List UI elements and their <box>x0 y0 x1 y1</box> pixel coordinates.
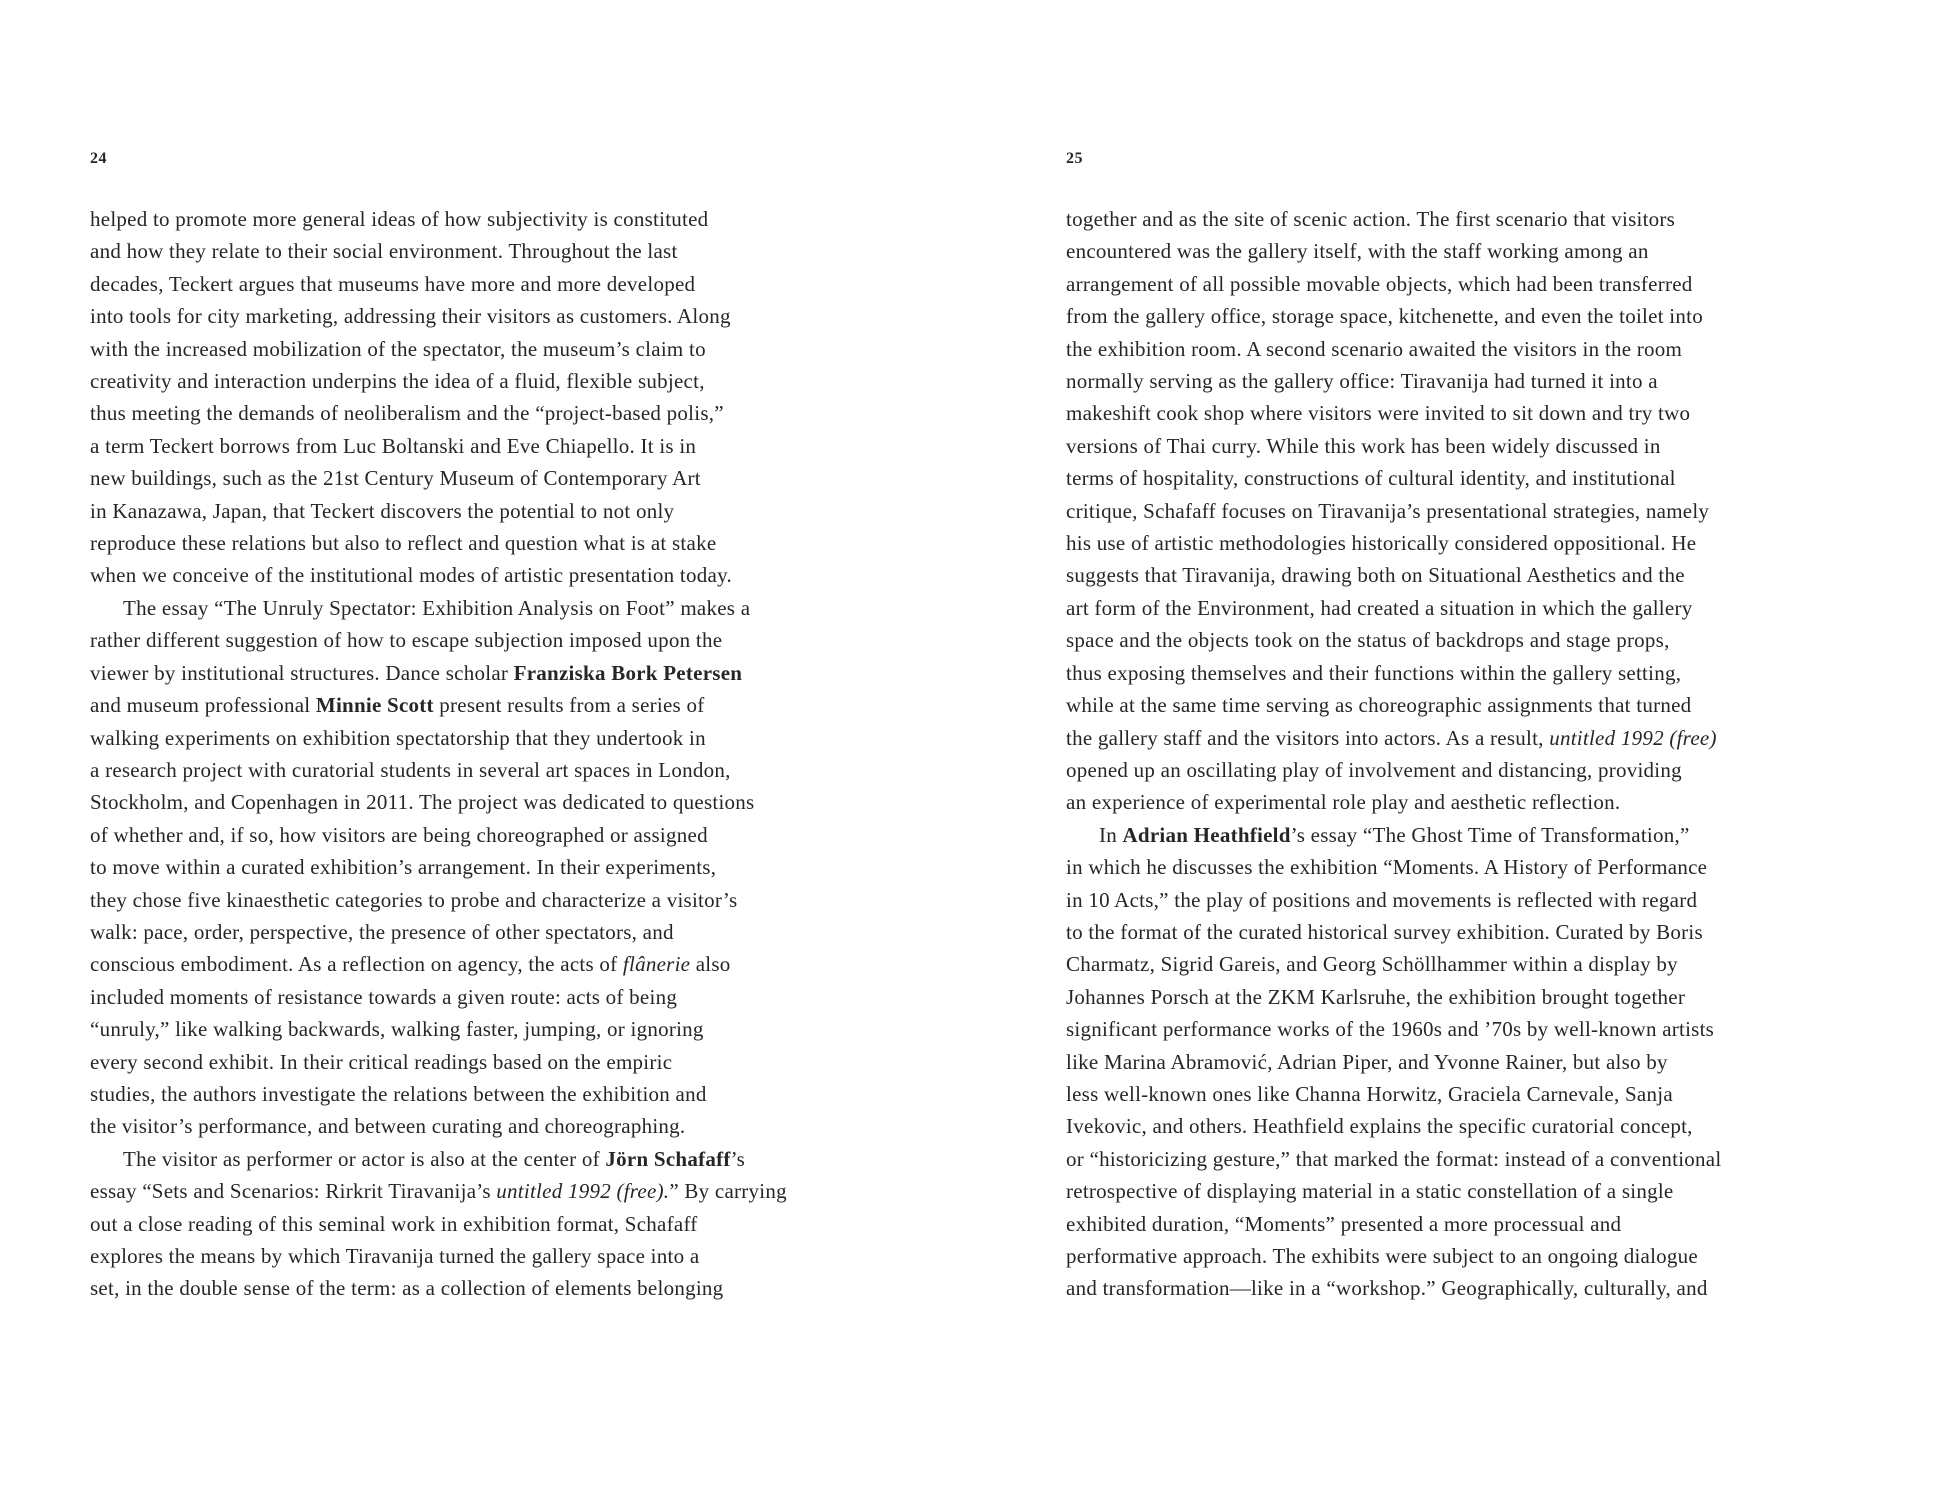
text-line <box>90 592 787 624</box>
body-text: encountered was the gallery itself, with the staff working among an <box>1066 239 1649 264</box>
text-line <box>1066 1013 1721 1045</box>
text-line <box>1066 851 1721 883</box>
text-line <box>1066 430 1721 462</box>
text-line <box>90 527 787 559</box>
body-text: exhibited duration, “Moments” presented a more processual and <box>1066 1211 1622 1236</box>
text-line <box>90 235 787 267</box>
body-text: decades, Teckert argues that museums have more and more developed <box>90 271 696 296</box>
text-line <box>1066 916 1721 948</box>
text-line <box>90 722 787 754</box>
text-line <box>1066 1046 1721 1078</box>
text-line <box>90 333 787 365</box>
body-text: normally serving as the gallery office: Tiravanija had turned it into a <box>1066 369 1658 394</box>
text-line <box>90 430 787 462</box>
body-text: viewer by institutional structures. Dance scholar <box>90 660 514 685</box>
text-line <box>90 786 787 818</box>
body-text: thus exposing themselves and their functions within the gallery setting, <box>1066 660 1682 685</box>
text-line <box>90 689 787 721</box>
text-line <box>1066 722 1721 754</box>
text-line <box>90 300 787 332</box>
body-text: Ivekovic, and others. Heathfield explains the specific curatorial concept, <box>1066 1114 1693 1139</box>
body-text: performative approach. The exhibits were subject to an ongoing dialogue <box>1066 1244 1698 1268</box>
body-text: included moments of resistance towards a given route: acts of being <box>90 984 678 1009</box>
text-line <box>90 1175 787 1207</box>
text-line <box>90 203 787 235</box>
body-text: reproduce these relations but also to reflect and question what is at stake <box>90 531 717 556</box>
text-line <box>1066 819 1721 851</box>
text-line <box>1066 948 1721 980</box>
text-line <box>90 819 787 851</box>
body-text: “unruly,” like walking backwards, walking faster, jumping, or ignoring <box>90 1017 704 1042</box>
body-text: ’s <box>730 1146 746 1171</box>
text-line <box>90 559 787 591</box>
body-text: like Marina Abramović, Adrian Piper, and Yvonne Rainer, but also by <box>1066 1049 1668 1074</box>
body-text: Johannes Porsch at the ZKM Karlsruhe, the exhibition brought together <box>1066 984 1686 1009</box>
text-line <box>1066 1240 1721 1272</box>
text-line <box>90 754 787 786</box>
text-line <box>90 1240 787 1272</box>
text-line <box>1066 689 1721 721</box>
body-text: the exhibition room. A second scenario awaited the visitors in the room <box>1066 336 1683 361</box>
text-line <box>90 1013 787 1045</box>
body-text: essay “Sets and Scenarios: Rirkrit Tiravanija’s <box>90 1179 497 1204</box>
body-text: helped to promote more general ideas of how subjectivity is constituted <box>90 207 709 231</box>
bold-text: Jörn Schafaff <box>605 1146 731 1171</box>
text-line <box>1066 754 1721 786</box>
page-number-right: 25 <box>1066 150 1083 167</box>
body-text: with the increased mobilization of the spectator, the museum’s claim to <box>90 336 706 361</box>
text-line <box>90 916 787 948</box>
text-line <box>1066 397 1721 429</box>
body-text: significant performance works of the 1960s and ’70s by well-known artists <box>1066 1017 1715 1042</box>
body-text: they chose five kinaesthetic categories to probe and characterize a visitor’s <box>90 887 738 912</box>
text-line <box>1066 235 1721 267</box>
text-line <box>90 981 787 1013</box>
text-line <box>1066 365 1721 397</box>
text-line <box>1066 657 1721 689</box>
text-column-right <box>1066 203 1721 1305</box>
text-line <box>90 1272 787 1304</box>
body-text: makeshift cook shop where visitors were invited to sit down and try two <box>1066 401 1691 426</box>
text-line <box>1066 592 1721 624</box>
text-line <box>1066 981 1721 1013</box>
body-text: together and as the site of scenic action. The first scenario that visitors <box>1066 207 1676 231</box>
text-line <box>1066 300 1721 332</box>
page-number-left: 24 <box>90 150 107 167</box>
body-text: art form of the Environment, had created a situation in which the gallery <box>1066 595 1693 620</box>
text-line <box>90 624 787 656</box>
body-text: arrangement of all possible movable objects, which had been transferred <box>1066 271 1693 296</box>
text-line <box>90 1143 787 1175</box>
body-text: to move within a curated exhibition’s arrangement. In their experiments, <box>90 855 717 880</box>
body-text: creativity and interaction underpins the idea of a fluid, flexible subject, <box>90 369 705 394</box>
bold-text: Minnie Scott <box>315 693 434 718</box>
body-text: walk: pace, order, perspective, the presence of other spectators, and <box>90 919 674 944</box>
body-text: of whether and, if so, how visitors are being choreographed or assigned <box>90 822 708 847</box>
body-text: and how they relate to their social environment. Throughout the last <box>90 239 678 264</box>
text-column-left <box>90 203 787 1305</box>
body-text: when we conceive of the institutional modes of artistic presentation today. <box>90 563 732 588</box>
text-line <box>1066 624 1721 656</box>
body-text: opened up an oscillating play of involvement and distancing, providing <box>1066 757 1682 782</box>
body-text: conscious embodiment. As a reflection on agency, the acts of <box>90 952 623 977</box>
body-text: explores the means by which Tiravanija turned the gallery space into a <box>90 1244 700 1268</box>
body-text: a research project with curatorial students in several art spaces in London, <box>90 757 731 782</box>
body-text: ” By carrying <box>669 1179 787 1204</box>
body-text: retrospective of displaying material in a static constellation of a single <box>1066 1179 1674 1204</box>
text-line <box>90 884 787 916</box>
body-text: present results from a series of <box>433 693 705 718</box>
body-text: thus meeting the demands of neoliberalism and the “project-based polis,” <box>90 401 724 426</box>
body-text: The visitor as performer or actor is also at the center of <box>123 1146 606 1171</box>
text-line <box>1066 1208 1721 1240</box>
text-line <box>90 462 787 494</box>
text-line <box>1066 333 1721 365</box>
page-right <box>1066 0 1866 1500</box>
text-line <box>1066 1143 1721 1175</box>
body-text: while at the same time serving as choreographic assignments that turned <box>1066 693 1692 718</box>
body-text: Charmatz, Sigrid Gareis, and Georg Schöllhammer within a display by <box>1066 952 1678 977</box>
italic-text: untitled 1992 (free) <box>1549 725 1717 750</box>
body-text: and museum professional <box>90 693 316 718</box>
text-line <box>90 1110 787 1142</box>
body-text: the visitor’s performance, and between curating and choreographing. <box>90 1114 686 1139</box>
body-text: and transformation—like in a “workshop.” Geographically, culturally, and <box>1066 1276 1708 1301</box>
body-text: walking experiments on exhibition spectatorship that they undertook in <box>90 725 706 750</box>
text-line <box>90 365 787 397</box>
body-text: space and the objects took on the status of backdrops and stage props, <box>1066 628 1670 653</box>
text-line <box>90 1078 787 1110</box>
text-line <box>1066 1078 1721 1110</box>
text-line <box>1066 495 1721 527</box>
body-text: In <box>1099 822 1123 847</box>
text-line <box>90 495 787 527</box>
body-text: suggests that Tiravanija, drawing both on Situational Aesthetics and the <box>1066 563 1685 588</box>
body-text: The essay “The Unruly Spectator: Exhibition Analysis on Foot” makes a <box>123 595 751 620</box>
body-text: new buildings, such as the 21st Century Museum of Contemporary Art <box>90 466 701 491</box>
text-line <box>90 657 787 689</box>
italic-text: flânerie <box>622 952 691 977</box>
body-text: in 10 Acts,” the play of positions and movements is reflected with regard <box>1066 887 1698 912</box>
text-line <box>1066 527 1721 559</box>
body-text: ’s essay “The Ghost Time of Transformation,” <box>1290 822 1690 847</box>
text-line <box>90 1046 787 1078</box>
body-text: to the format of the curated historical survey exhibition. Curated by Boris <box>1066 919 1703 944</box>
body-text: his use of artistic methodologies historically considered oppositional. He <box>1066 531 1697 556</box>
body-text: Stockholm, and Copenhagen in 2011. The project was dedicated to questions <box>90 790 755 815</box>
text-line <box>1066 1110 1721 1142</box>
text-line <box>1066 203 1721 235</box>
text-line <box>1066 884 1721 916</box>
text-line <box>1066 786 1721 818</box>
text-line <box>90 1208 787 1240</box>
page-left <box>90 0 880 1500</box>
body-text: in which he discusses the exhibition “Moments. A History of Performance <box>1066 855 1708 880</box>
body-text: also <box>690 952 731 977</box>
text-line <box>90 851 787 883</box>
body-text: terms of hospitality, constructions of cultural identity, and institutional <box>1066 466 1676 491</box>
text-line <box>90 397 787 429</box>
body-text: in Kanazawa, Japan, that Teckert discovers the potential to not only <box>90 498 675 523</box>
bold-text: Adrian Heathfield <box>1122 822 1291 847</box>
text-line <box>90 948 787 980</box>
bold-text: Franziska Bork Petersen <box>513 660 743 685</box>
text-line <box>1066 462 1721 494</box>
body-text: critique, Schafaff focuses on Tiravanija’s presentational strategies, namely <box>1066 498 1710 523</box>
body-text: every second exhibit. In their critical readings based on the empiric <box>90 1049 673 1074</box>
body-text: set, in the double sense of the term: as a collection of elements belonging <box>90 1276 724 1301</box>
text-line <box>1066 1272 1721 1304</box>
body-text: versions of Thai curry. While this work has been widely discussed in <box>1066 433 1661 458</box>
body-text: out a close reading of this seminal work in exhibition format, Schafaff <box>90 1211 698 1236</box>
text-line <box>1066 268 1721 300</box>
body-text: rather different suggestion of how to escape subjection imposed upon the <box>90 628 723 653</box>
italic-text: untitled 1992 (free). <box>496 1179 670 1204</box>
body-text: into tools for city marketing, addressing their visitors as customers. Along <box>90 304 731 329</box>
body-text: an experience of experimental role play and aesthetic reflection. <box>1066 790 1621 815</box>
body-text: a term Teckert borrows from Luc Boltanski and Eve Chiapello. It is in <box>90 433 697 458</box>
text-line <box>90 268 787 300</box>
body-text: studies, the authors investigate the relations between the exhibition and <box>90 1081 707 1106</box>
body-text: the gallery staff and the visitors into actors. As a result, <box>1066 725 1550 750</box>
body-text: from the gallery office, storage space, kitchenette, and even the toilet into <box>1066 304 1703 329</box>
body-text: or “historicizing gesture,” that marked the format: instead of a conventional <box>1066 1146 1722 1171</box>
text-line <box>1066 559 1721 591</box>
body-text: less well-known ones like Channa Horwitz, Graciela Carnevale, Sanja <box>1066 1081 1673 1106</box>
text-line <box>1066 1175 1721 1207</box>
